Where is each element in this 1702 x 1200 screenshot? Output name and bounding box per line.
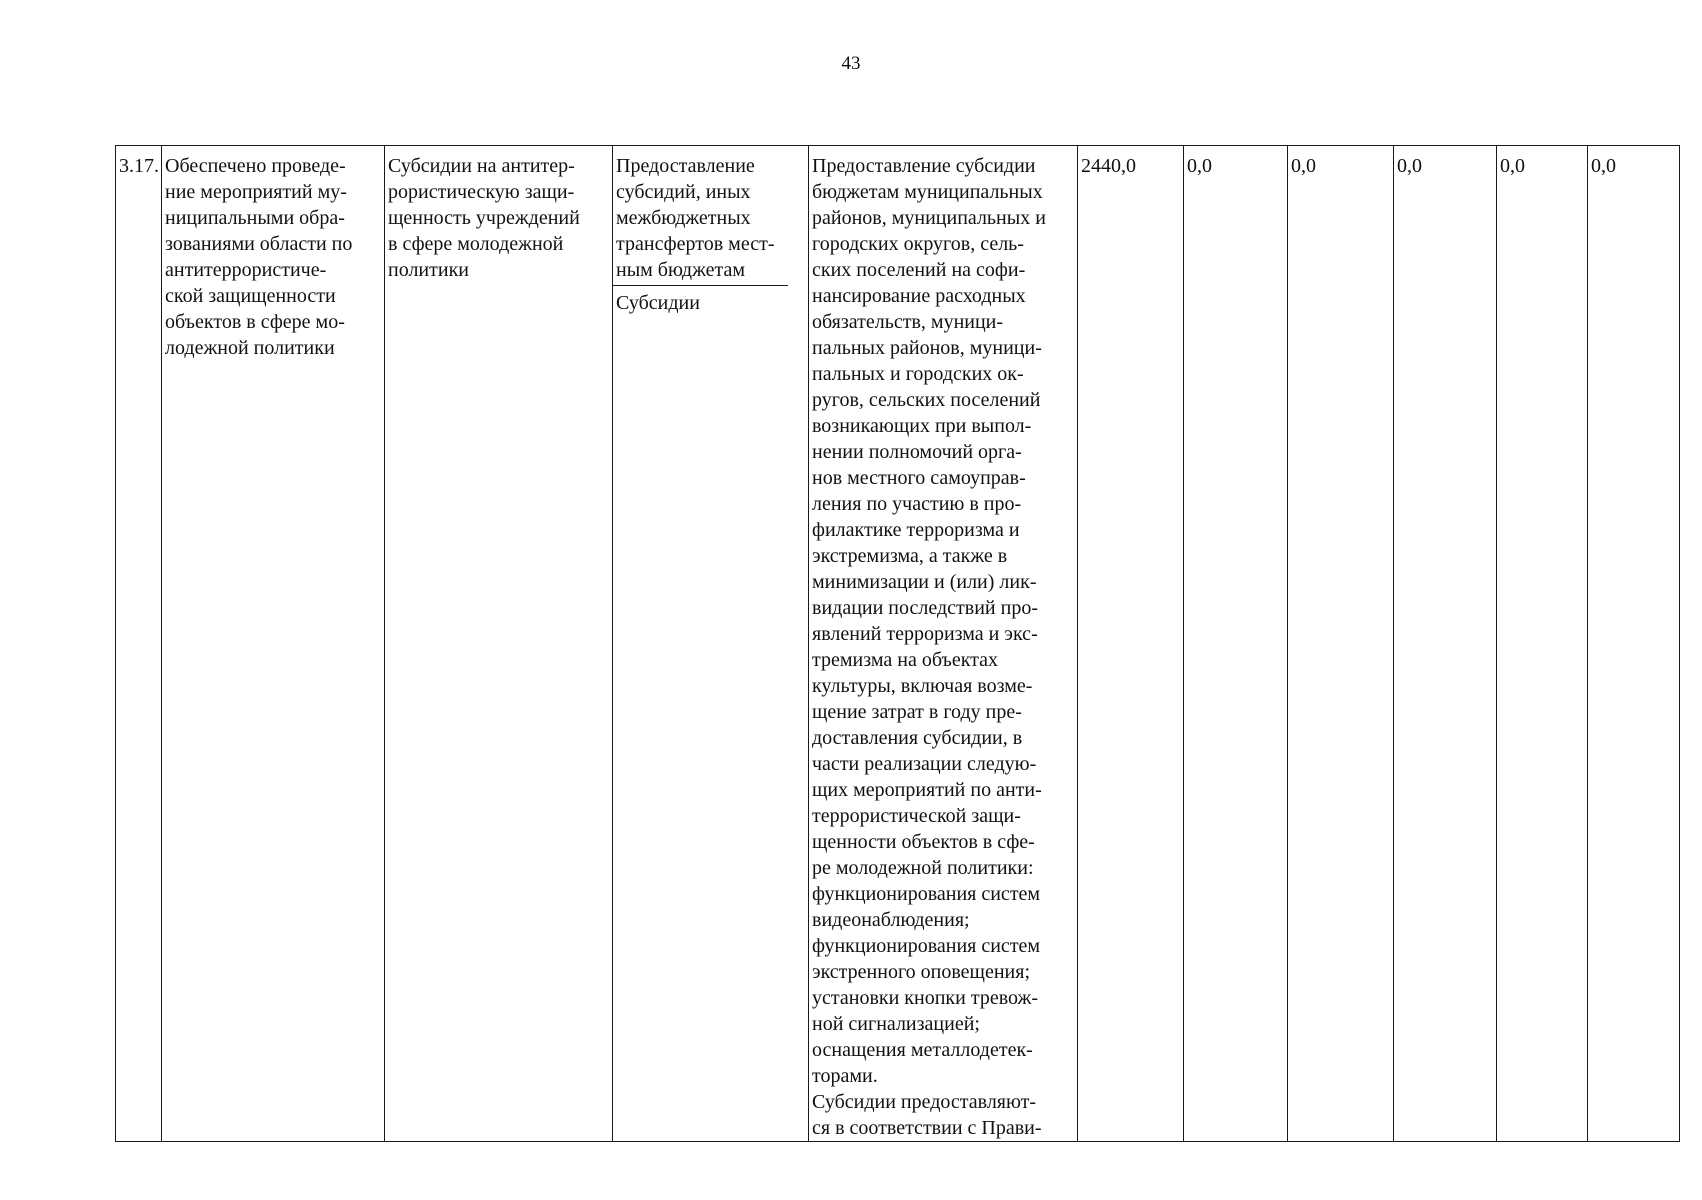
row-index-cell <box>116 146 162 1142</box>
value-cell <box>1184 146 1288 1142</box>
mechanism-bottom-text: Субсидии <box>616 292 700 314</box>
subsidy-name-cell <box>385 146 613 1142</box>
result-text: Обеспечено проведе- ние мероприятий му- ниципальными обра- зованиями области по антитеррористиче- ской защищенности объектов в сфере мо- лодежной политики <box>165 155 353 359</box>
value-cell <box>1288 146 1394 1142</box>
value-cell <box>1394 146 1497 1142</box>
value-cell <box>1078 146 1184 1142</box>
mechanism-cell <box>613 146 809 1142</box>
value-text: 0,0 <box>1187 155 1212 177</box>
value-cell <box>1588 146 1680 1142</box>
mechanism-top-text: Предоставление субсидий, иных межбюджетных трансфертов мест- ным бюджетам <box>613 146 788 286</box>
budget-table <box>115 145 1680 1142</box>
value-text: 0,0 <box>1397 155 1422 177</box>
value-text: 0,0 <box>1591 155 1616 177</box>
table-row <box>116 146 1680 1142</box>
result-cell <box>162 146 385 1142</box>
description-cell <box>809 146 1078 1142</box>
row-index: 3.17. <box>119 155 159 177</box>
value-cell <box>1497 146 1588 1142</box>
page-number: 43 <box>841 53 861 74</box>
description-text: Предоставление субсидии бюджетам муниципальных районов, муниципальных и городских округов, сель- ских поселений на софи- нансирование расходных обязательств, муници- пальных районов, муници- пальных и городских ок- ругов, сельских поселений возникающих при выпол- нении полномочий орга- нов местного самоуправ- ления по участию в про- филактике терроризма и экстремизма, а также в минимизации и (или) лик- видации последствий про- явлений терроризма и экс- тремизма на объектах культуры, включая возме- щение затрат в году пре- доставления субсидии, в части реализации следую- щих мероприятий по анти- террористической защи- щенности объектов в сфе- ре молодежной политики: функционирования систем видеонаблюдения; функционирования систем экстренного оповещения; установки кнопки тревож- ной сигнализацией; оснащения металлодетек- торами. Субсидии предоставляют- ся в соответствии с Прави- <box>812 155 1046 1139</box>
value-text: 0,0 <box>1500 155 1525 177</box>
value-text: 2440,0 <box>1081 155 1136 177</box>
value-text: 0,0 <box>1291 155 1316 177</box>
subsidy-name-text: Субсидии на антитер- рористическую защи- щенность учреждений в сфере молодежной политики <box>388 155 580 281</box>
